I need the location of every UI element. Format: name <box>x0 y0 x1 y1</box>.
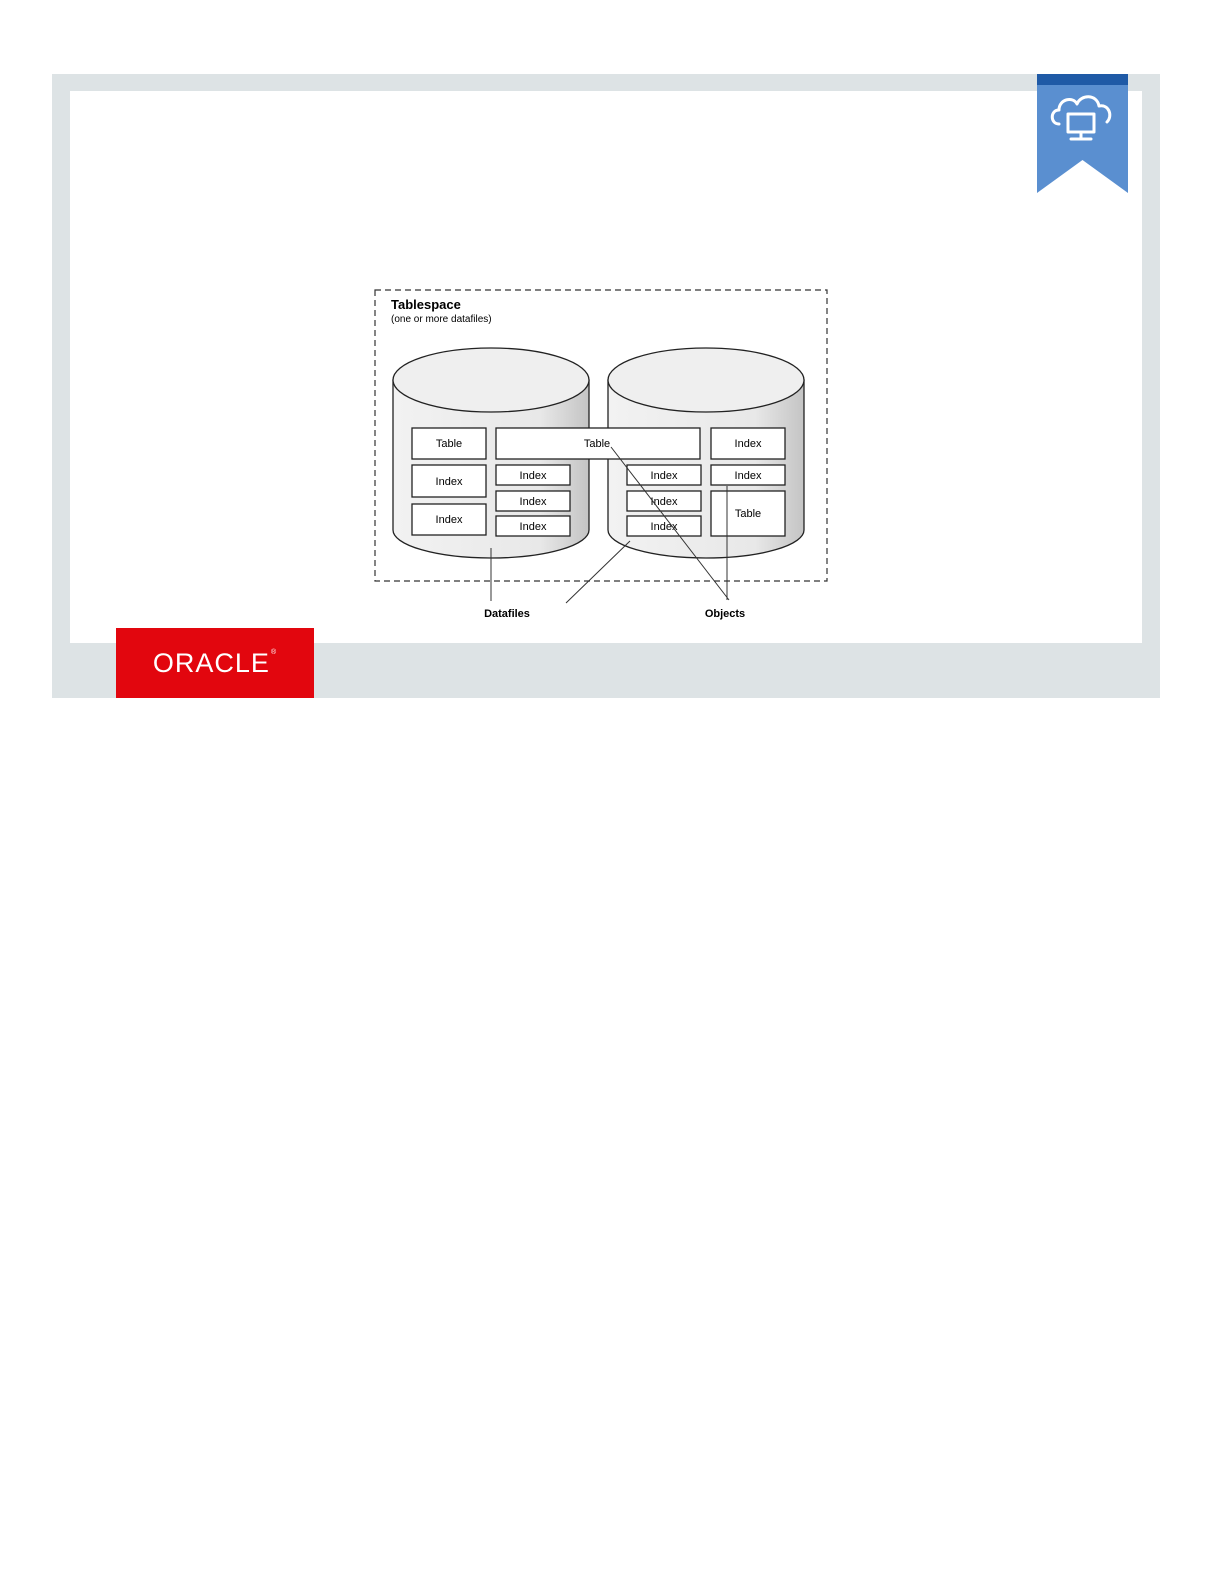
svg-text:Index: Index <box>519 470 547 482</box>
logo-text: ORACLE <box>152 647 270 678</box>
object-box <box>627 491 701 511</box>
svg-text:Table: Table <box>583 438 611 450</box>
svg-text:Index: Index <box>519 496 547 508</box>
spanning-table-box <box>496 428 700 459</box>
tablespace-diagram <box>0 0 1224 700</box>
svg-text:Table: Table <box>734 508 762 520</box>
tablespace-title: Tablespace <box>391 297 461 312</box>
svg-text:Index: Index <box>650 521 678 533</box>
svg-text:Index: Index <box>435 476 463 488</box>
object-box <box>496 516 570 536</box>
object-box <box>711 491 785 536</box>
object-box <box>496 465 570 485</box>
svg-text:Index: Index <box>650 496 678 508</box>
object-box <box>711 465 785 485</box>
objects-label: Objects <box>704 608 746 620</box>
object-box <box>711 428 785 459</box>
object-box <box>412 428 486 459</box>
object-box <box>496 491 570 511</box>
object-box <box>412 465 486 497</box>
object-box <box>627 516 701 536</box>
svg-text:Index: Index <box>519 521 547 533</box>
svg-text:Index: Index <box>734 438 762 450</box>
datafiles-label: Datafiles <box>484 608 530 620</box>
registered-mark: ® <box>270 648 278 656</box>
svg-text:Index: Index <box>435 514 463 526</box>
svg-text:Table: Table <box>435 438 463 450</box>
svg-text:Index: Index <box>650 470 678 482</box>
svg-text:Index: Index <box>734 470 762 482</box>
object-box <box>412 504 486 535</box>
tablespace-subtitle: (one or more datafiles) <box>391 314 492 325</box>
